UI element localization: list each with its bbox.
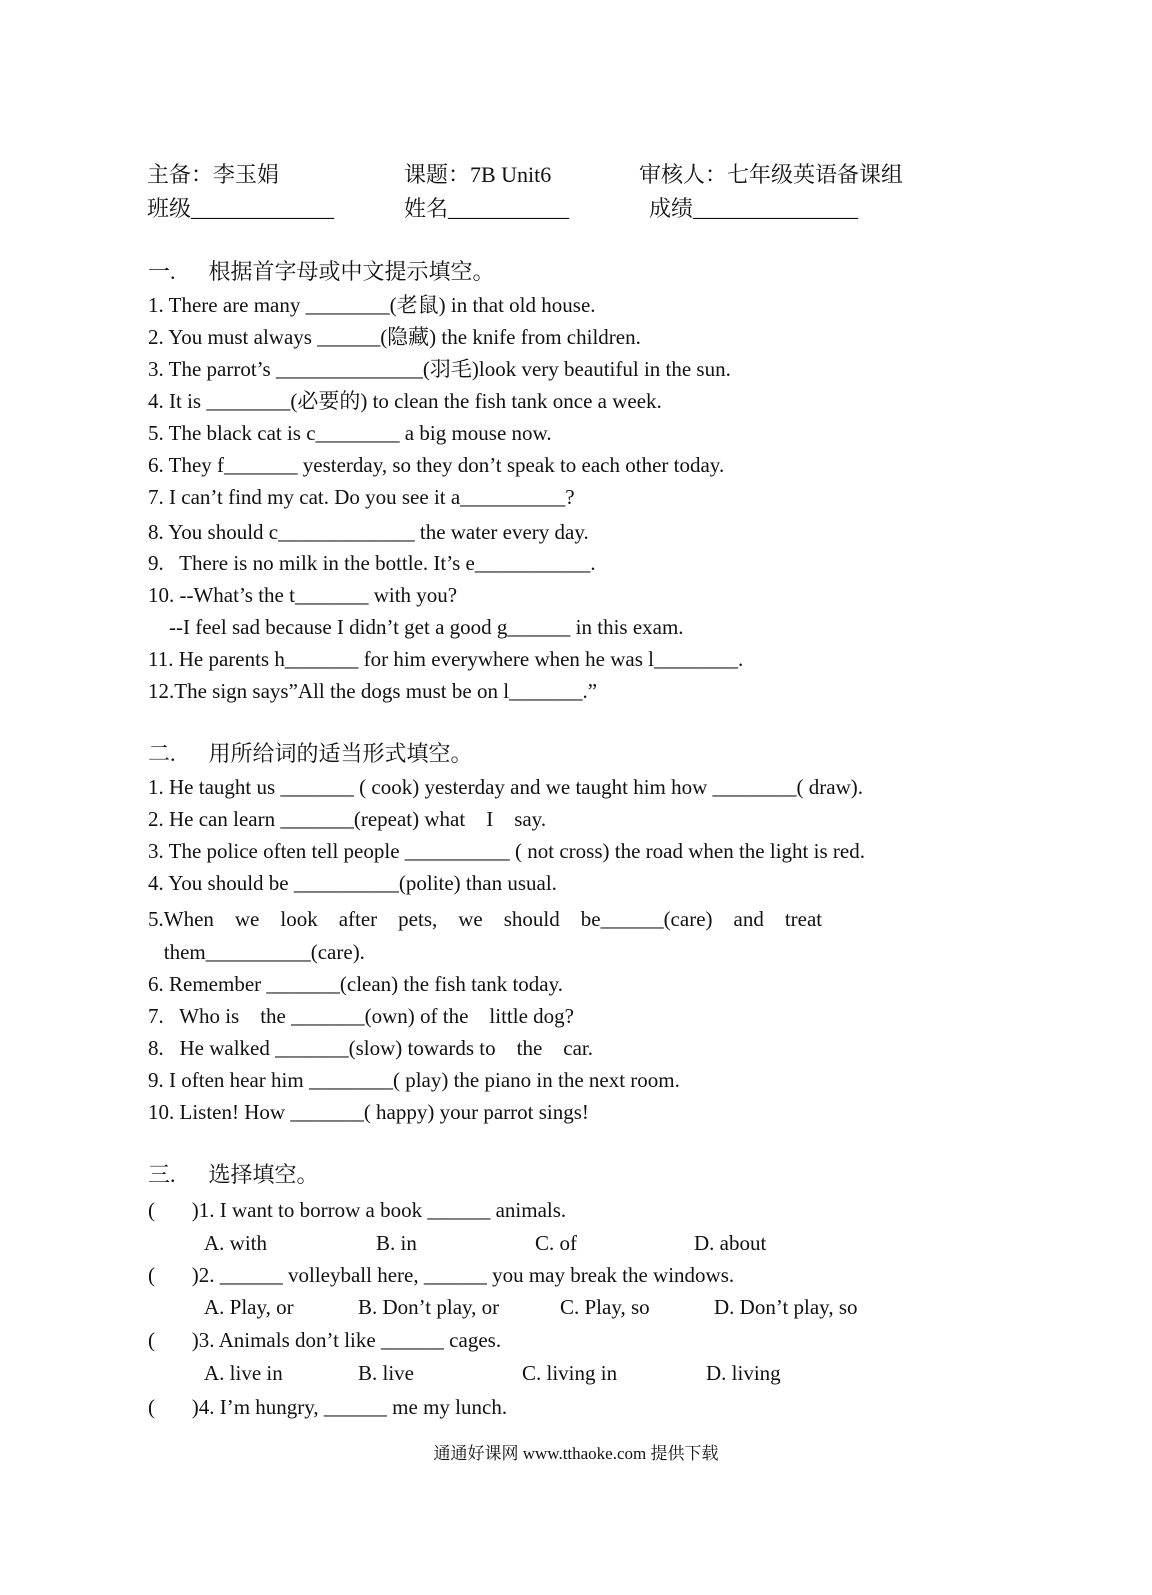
- s1-item: 12.The sign says”All the dogs must be on l_______.”: [148, 679, 598, 703]
- s2-item: 2. He can learn _______(repeat) what I say.: [148, 807, 547, 831]
- section1-title: 一. 根据首字母或中文提示填空。: [148, 259, 495, 284]
- section2-title: 二. 用所给词的适当形式填空。: [148, 741, 473, 766]
- mc-option: D. Don’t play, so: [714, 1295, 858, 1319]
- s1-item: 8. You should c_____________ the water every day.: [148, 520, 589, 544]
- s1-item: 3. The parrot’s ______________(羽毛)look very beautiful in the sun.: [148, 357, 731, 381]
- page-footer: 通通好课网 www.tthaoke.com 提供下载: [433, 1444, 719, 1463]
- mc-question: ( )3. Animals don’t like ______ cages.: [148, 1328, 502, 1352]
- lead-teacher: 主备：李玉娟: [147, 162, 280, 187]
- section3-title: 三. 选择填空。: [148, 1162, 319, 1187]
- s1-item: 11. He parents h_______ for him everywhere when he was l________.: [148, 647, 744, 671]
- s2-item: 9. I often hear him ________( play) the piano in the next room.: [148, 1068, 680, 1092]
- s1-item: 4. It is ________(必要的) to clean the fish tank once a week.: [148, 389, 662, 413]
- mc-option: B. Don’t play, or: [358, 1295, 500, 1319]
- mc-question: ( )4. I’m hungry, ______ me my lunch.: [148, 1395, 508, 1419]
- mc-option: A. Play, or: [204, 1295, 294, 1319]
- lesson-topic: 课题：7B Unit6: [404, 162, 552, 187]
- s1-item: 1. There are many ________(老鼠) in that old house.: [148, 293, 596, 317]
- name-field: 姓名___________: [404, 196, 570, 221]
- class-field: 班级_____________: [147, 196, 335, 221]
- mc-question: ( )1. I want to borrow a book ______ animals.: [148, 1198, 567, 1222]
- s2-item: 6. Remember _______(clean) the fish tank today.: [148, 972, 564, 996]
- reviewer: 审核人：七年级英语备课组: [639, 162, 904, 187]
- s1-item: 10. --What’s the t_______ with you?: [148, 583, 458, 607]
- s1-item: 7. I can’t find my cat. Do you see it a__________?: [148, 485, 575, 509]
- s1-item: 5. The black cat is c________ a big mouse now.: [148, 421, 552, 445]
- s2-item: 4. You should be __________(polite) than usual.: [148, 871, 557, 895]
- score-field: 成绩_______________: [649, 196, 859, 221]
- s1-item: 6. They f_______ yesterday, so they don’t speak to each other today.: [148, 453, 725, 477]
- s1-item: 9. There is no milk in the bottle. It’s e___________.: [148, 551, 596, 575]
- mc-option: D. about: [694, 1231, 767, 1255]
- mc-option: A. live in: [204, 1361, 283, 1385]
- s2-item: 1. He taught us _______ ( cook) yesterday and we taught him how ________( draw).: [148, 775, 864, 799]
- s2-item: 3. The police often tell people __________ ( not cross) the road when the light is red.: [148, 839, 865, 863]
- s2-item: 5.When we look after pets, we should be______(care) and treat: [148, 907, 823, 931]
- mc-option: B. live: [358, 1361, 414, 1385]
- mc-question: ( )2. ______ volleyball here, ______ you may break the windows.: [148, 1263, 735, 1287]
- s2-item: 7. Who is the _______(own) of the little dog?: [148, 1004, 574, 1028]
- s2-item: them__________(care).: [148, 940, 365, 964]
- mc-option: B. in: [376, 1231, 417, 1255]
- s2-item: 8. He walked _______(slow) towards to the car.: [148, 1036, 593, 1060]
- mc-option: A. with: [204, 1231, 267, 1255]
- mc-option: D. living: [706, 1361, 781, 1385]
- mc-option: C. living in: [522, 1361, 618, 1385]
- mc-option: C. of: [535, 1231, 577, 1255]
- s1-item: 2. You must always ______(隐藏) the knife from children.: [148, 325, 641, 349]
- mc-option: C. Play, so: [560, 1295, 650, 1319]
- s2-item: 10. Listen! How _______( happy) your parrot sings!: [148, 1100, 589, 1124]
- s1-item: --I feel sad because I didn’t get a good g______ in this exam.: [148, 615, 684, 639]
